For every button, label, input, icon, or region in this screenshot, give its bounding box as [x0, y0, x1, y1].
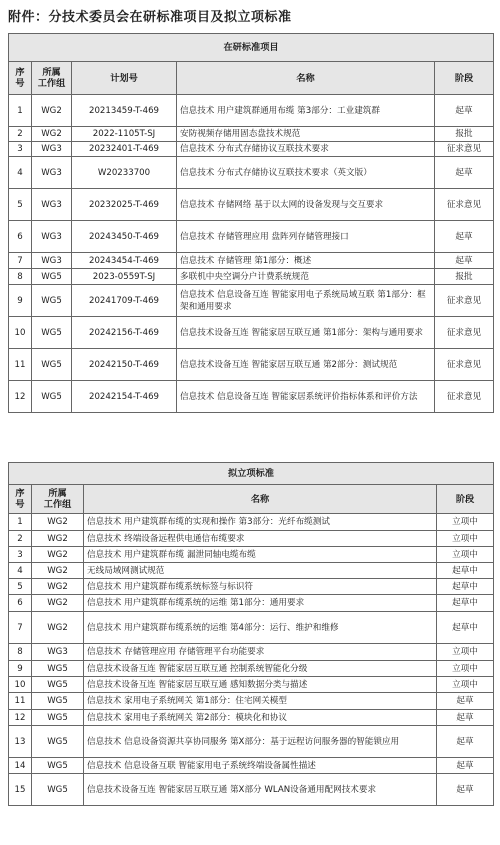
row-number: 7	[9, 612, 32, 644]
row-number: 2	[9, 127, 32, 142]
row-name: 信息技术 信息设备互连 智能家居系统评价指标体系和评价方法	[177, 381, 435, 413]
row-number: 12	[9, 710, 32, 726]
table-row	[9, 317, 494, 349]
row-group: WG2	[32, 595, 84, 612]
section-title: 拟立项标准	[9, 463, 494, 485]
row-plan-number: 20213459-T-469	[72, 95, 177, 127]
table-row	[9, 531, 494, 547]
row-number: 9	[9, 285, 32, 317]
row-stage: 起草	[437, 726, 494, 758]
header-group: 所属 工作组	[32, 62, 72, 95]
header-group: 所属 工作组	[32, 485, 84, 514]
row-name: 信息技术 存储网络 基于以太网的设备发现与交互要求	[177, 189, 435, 221]
row-stage: 征求意见	[435, 285, 494, 317]
section-header-row	[9, 34, 494, 62]
row-plan-number: 20243450-T-469	[72, 221, 177, 253]
row-group: WG5	[32, 285, 72, 317]
row-number: 15	[9, 774, 32, 806]
table-row	[9, 661, 494, 677]
row-plan-number: 20232401-T-469	[72, 142, 177, 157]
row-number: 13	[9, 726, 32, 758]
row-number: 1	[9, 95, 32, 127]
row-group: WG2	[32, 127, 72, 142]
row-stage: 起草	[435, 95, 494, 127]
row-number: 7	[9, 253, 32, 269]
proposed-standards-table	[8, 462, 494, 806]
row-group: WG5	[32, 661, 84, 677]
row-number: 8	[9, 269, 32, 285]
row-plan-number: W20233700	[72, 157, 177, 189]
table-row	[9, 253, 494, 269]
table-row	[9, 693, 494, 710]
row-group: WG5	[32, 349, 72, 381]
row-group: WG3	[32, 221, 72, 253]
table-row	[9, 221, 494, 253]
row-plan-number: 20242154-T-469	[72, 381, 177, 413]
table-row	[9, 774, 494, 806]
row-name: 信息技术 分布式存储协议互联技术要求	[177, 142, 435, 157]
row-name: 信息技术 信息设备资源共享协同服务 第X部分：基于远程访问服务器的智能锁应用	[84, 726, 437, 758]
row-number: 4	[9, 563, 32, 579]
row-stage: 报批	[435, 127, 494, 142]
table-row	[9, 710, 494, 726]
row-number: 11	[9, 693, 32, 710]
row-stage: 立项中	[437, 547, 494, 563]
row-group: WG5	[32, 317, 72, 349]
table-row	[9, 381, 494, 413]
table-row	[9, 95, 494, 127]
row-group: WG2	[32, 612, 84, 644]
header-no: 序 号	[9, 485, 32, 514]
row-group: WG3	[32, 189, 72, 221]
row-stage: 立项中	[437, 531, 494, 547]
row-name: 信息技术 家用电子系统网关 第2部分：模块化和协议	[84, 710, 437, 726]
row-name: 信息技术 用户建筑群布缆系统标签与标识符	[84, 579, 437, 595]
header-name: 名称	[84, 485, 437, 514]
table-row	[9, 189, 494, 221]
row-group: WG5	[32, 774, 84, 806]
row-stage: 征求意见	[435, 142, 494, 157]
row-number: 10	[9, 317, 32, 349]
row-number: 9	[9, 661, 32, 677]
table-row	[9, 349, 494, 381]
row-number: 2	[9, 531, 32, 547]
row-group: WG3	[32, 253, 72, 269]
row-stage: 起草	[437, 774, 494, 806]
row-group: WG3	[32, 644, 84, 661]
row-group: WG5	[32, 758, 84, 774]
row-number: 8	[9, 644, 32, 661]
row-plan-number: 20243454-T-469	[72, 253, 177, 269]
row-group: WG2	[32, 547, 84, 563]
row-name: 信息技术设备互连 智能家居互联互通 感知数据分类与描述	[84, 677, 437, 693]
row-name: 信息技术设备互连 智能家居互联互通 第X部分 WLAN设备通用配网技术要求	[84, 774, 437, 806]
row-name: 多联机中央空调分户计费系统规范	[177, 269, 435, 285]
row-stage: 立项中	[437, 677, 494, 693]
row-name: 安防视频存储用固态盘技术规范	[177, 127, 435, 142]
row-group: WG2	[32, 514, 84, 531]
row-number: 1	[9, 514, 32, 531]
row-number: 3	[9, 547, 32, 563]
row-name: 信息技术 用户建筑群布缆 漏泄同轴电缆布缆	[84, 547, 437, 563]
row-stage: 报批	[435, 269, 494, 285]
header-name: 名称	[177, 62, 435, 95]
row-number: 6	[9, 595, 32, 612]
row-plan-number: 2023-0559T-SJ	[72, 269, 177, 285]
row-plan-number: 20242150-T-469	[72, 349, 177, 381]
row-number: 5	[9, 189, 32, 221]
page-title: 附件：分技术委员会在研标准项目及拟立项标准	[8, 10, 292, 25]
row-stage: 起草	[435, 253, 494, 269]
section-title: 在研标准项目	[9, 34, 494, 62]
row-group: WG5	[32, 693, 84, 710]
row-name: 信息技术设备互连 智能家居互联互通 第2部分：测试规范	[177, 349, 435, 381]
header-plan: 计划号	[72, 62, 177, 95]
row-group: WG2	[32, 95, 72, 127]
table-row	[9, 514, 494, 531]
row-plan-number: 2022-1105T-SJ	[72, 127, 177, 142]
row-name: 信息技术 信息设备互联 智能家用电子系统终端设备属性描述	[84, 758, 437, 774]
row-group: WG5	[32, 381, 72, 413]
row-name: 信息技术 存储管理应用 盘阵列存储管理接口	[177, 221, 435, 253]
row-stage: 立项中	[437, 644, 494, 661]
row-stage: 起草	[437, 693, 494, 710]
row-group: WG3	[32, 157, 72, 189]
row-name: 信息技术 信息设备互连 智能家用电子系统局域互联 第1部分：框架和通用要求	[177, 285, 435, 317]
row-number: 12	[9, 381, 32, 413]
row-number: 5	[9, 579, 32, 595]
row-stage: 立项中	[437, 514, 494, 531]
table-row	[9, 644, 494, 661]
row-name: 信息技术 存储管理 第1部分：概述	[177, 253, 435, 269]
row-group: WG5	[32, 710, 84, 726]
row-number: 14	[9, 758, 32, 774]
row-stage: 起草中	[437, 563, 494, 579]
table-row	[9, 579, 494, 595]
table-row	[9, 595, 494, 612]
table-row	[9, 563, 494, 579]
row-stage: 起草	[435, 157, 494, 189]
table-row	[9, 127, 494, 142]
row-group: WG2	[32, 531, 84, 547]
row-plan-number: 20242156-T-469	[72, 317, 177, 349]
row-name: 信息技术 分布式存储协议互联技术要求（英文版）	[177, 157, 435, 189]
row-name: 信息技术设备互连 智能家居互联互通 控制系统智能化分级	[84, 661, 437, 677]
table-row	[9, 269, 494, 285]
column-header-row	[9, 62, 494, 95]
row-stage: 征求意见	[435, 381, 494, 413]
row-name: 信息技术 家用电子系统网关 第1部分：住宅网关模型	[84, 693, 437, 710]
row-stage: 征求意见	[435, 317, 494, 349]
row-number: 6	[9, 221, 32, 253]
table-row	[9, 677, 494, 693]
row-group: WG2	[32, 579, 84, 595]
row-name: 信息技术设备互连 智能家居互联互通 第1部分：架构与通用要求	[177, 317, 435, 349]
table-row	[9, 142, 494, 157]
table-row	[9, 758, 494, 774]
table-row	[9, 157, 494, 189]
row-plan-number: 20232025-T-469	[72, 189, 177, 221]
row-number: 3	[9, 142, 32, 157]
header-stage: 阶段	[437, 485, 494, 514]
table-row	[9, 726, 494, 758]
table-row	[9, 547, 494, 563]
row-number: 11	[9, 349, 32, 381]
row-plan-number: 20241709-T-469	[72, 285, 177, 317]
row-stage: 起草中	[437, 612, 494, 644]
row-stage: 起草	[435, 221, 494, 253]
column-header-row	[9, 485, 494, 514]
row-group: WG5	[32, 677, 84, 693]
row-stage: 起草	[437, 710, 494, 726]
row-name: 信息技术 用户建筑群通用布缆 第3部分：工业建筑群	[177, 95, 435, 127]
row-number: 4	[9, 157, 32, 189]
header-stage: 阶段	[435, 62, 494, 95]
ongoing-standards-table	[8, 33, 494, 413]
row-name: 信息技术 用户建筑群布缆系统的运维 第1部分：通用要求	[84, 595, 437, 612]
row-stage: 征求意见	[435, 189, 494, 221]
row-name: 信息技术 用户建筑群布缆系统的运维 第4部分：运行、维护和维修	[84, 612, 437, 644]
row-name: 信息技术 终端设备远程供电通信布缆要求	[84, 531, 437, 547]
row-stage: 立项中	[437, 661, 494, 677]
row-name: 无线局域网测试规范	[84, 563, 437, 579]
row-stage: 起草中	[437, 579, 494, 595]
header-no: 序 号	[9, 62, 32, 95]
row-group: WG3	[32, 142, 72, 157]
row-group: WG5	[32, 726, 84, 758]
row-group: WG5	[32, 269, 72, 285]
row-group: WG2	[32, 563, 84, 579]
row-stage: 起草	[437, 758, 494, 774]
row-name: 信息技术 用户建筑群布缆的实现和操作 第3部分：光纤布缆测试	[84, 514, 437, 531]
section-header-row	[9, 463, 494, 485]
row-stage: 起草中	[437, 595, 494, 612]
row-stage: 征求意见	[435, 349, 494, 381]
table-row	[9, 612, 494, 644]
table-row	[9, 285, 494, 317]
row-number: 10	[9, 677, 32, 693]
row-name: 信息技术 存储管理应用 存储管理平台功能要求	[84, 644, 437, 661]
